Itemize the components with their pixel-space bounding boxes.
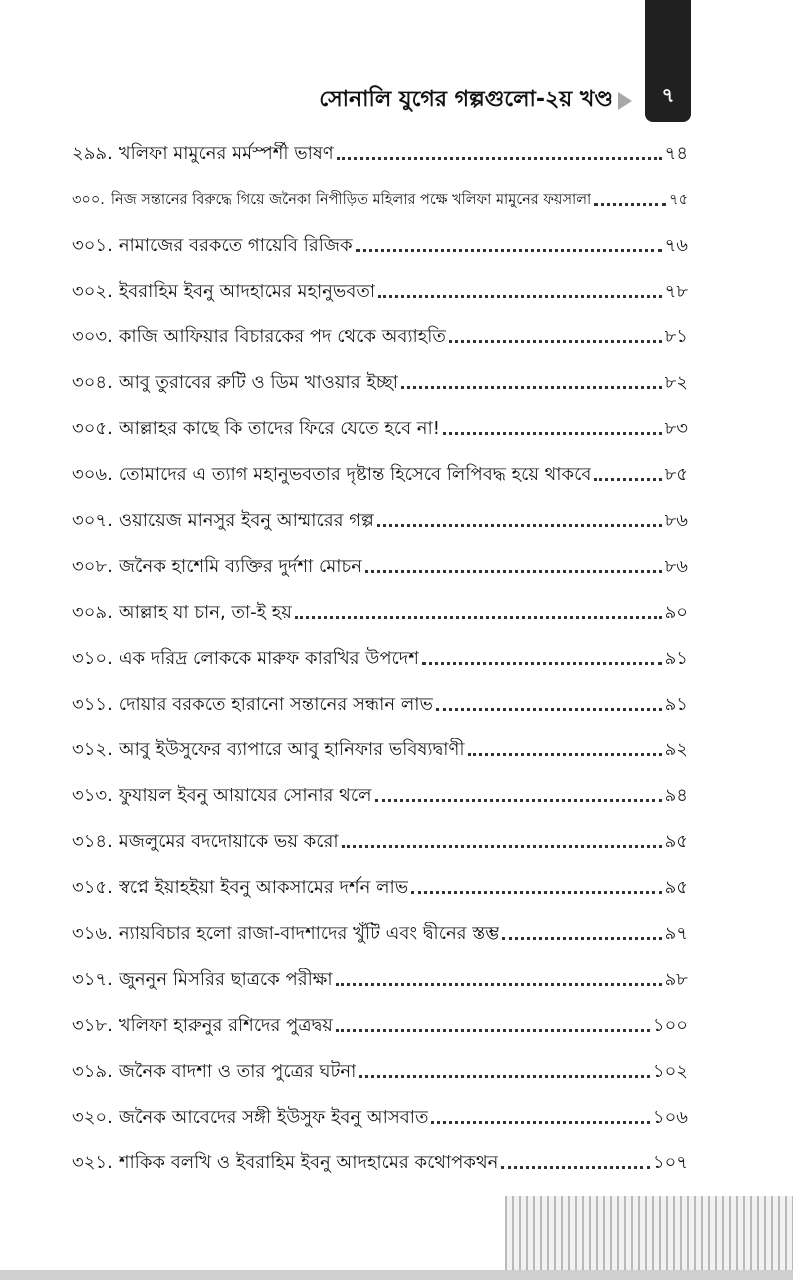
toc-entry-page: ৯০ [664, 601, 688, 623]
toc-entry [72, 447, 688, 493]
toc-entry-number: ৩০৪. [72, 372, 113, 394]
dot-leader [337, 157, 662, 160]
toc-entry-number: ৩০১. [72, 234, 113, 256]
toc-entry-title: আল্লাহর কাছে কি তাদের ফিরে যেতে হবে না! [118, 418, 440, 440]
dot-leader [377, 524, 662, 527]
toc-entry-page: ৯৫ [664, 831, 688, 853]
toc-entry-page: ১০৭ [652, 1152, 688, 1174]
dot-leader [356, 249, 662, 252]
toc-entry-page: ৯৭ [664, 923, 688, 945]
toc-entry-title: কাজি আফিয়ার বিচারকের পদ থেকে অব্যাহতি [118, 326, 446, 348]
toc-entry [72, 952, 688, 998]
toc-entry [72, 539, 688, 585]
toc-entry-page: ৮১ [664, 326, 688, 348]
toc-entry-number: ৩২০. [72, 1106, 113, 1128]
toc-entry [72, 998, 688, 1044]
toc-entry [72, 677, 688, 723]
toc-entry [72, 218, 688, 264]
toc-entry-title: নিজ সন্তানের বিরুদ্ধে গিয়ে জনৈকা নিপীড়িত মহিলার পক্ষে খলিফা মামুনের ফয়সালা [110, 191, 592, 208]
running-header-title: সোনালি যুগের গল্পগুলো-২য় খণ্ড [319, 87, 613, 112]
toc-entry-title: আবু ইউসুফের ব্যাপারে আবু হানিফার ভবিষ্যদ্বাণী [118, 739, 465, 761]
dot-leader [468, 753, 662, 756]
toc-entry-number: ৩০৫. [72, 418, 113, 440]
toc-entry-title: ওয়ায়েজ মানসুর ইবনু আম্মারের গল্প [118, 510, 374, 532]
toc-entry-page: ১০৬ [652, 1106, 688, 1128]
toc-entry [72, 1136, 688, 1182]
toc-entry-number: ৩০০. [72, 191, 105, 208]
toc-entry-page: ৮৬ [664, 510, 688, 532]
toc-entry-page: ৮২ [664, 372, 688, 394]
decorative-stripes [505, 1196, 793, 1280]
toc-entry-title: আল্লাহ যা চান, তা-ই হয় [118, 601, 292, 623]
toc-entry-title: আবু তুরাবের রুটি ও ডিম খাওয়ার ইচ্ছা [118, 372, 398, 394]
toc-entry-number: ৩১৪. [72, 831, 113, 853]
toc-entry-page: ১০০ [652, 1014, 688, 1036]
triangle-arrow-icon [618, 92, 632, 110]
toc-entry-title: খলিফা মামুনের মর্মস্পর্শী ভাষণ [118, 142, 334, 164]
toc-entry-number: ৩০২. [72, 280, 113, 302]
toc-entry [72, 814, 688, 860]
toc-entry-page: ৯৪ [664, 785, 688, 807]
toc-entry [72, 493, 688, 539]
toc-entry [72, 126, 688, 172]
dot-leader [295, 616, 662, 619]
toc-entry [72, 355, 688, 401]
dot-leader [336, 983, 662, 986]
toc-entry-number: ৩১৩. [72, 785, 113, 807]
toc-entry-page: ৮৫ [664, 464, 688, 486]
page-number: ৭ [661, 83, 675, 107]
toc-entry-page: ৯৫ [664, 877, 688, 899]
toc-entry-number: ৩১৭. [72, 968, 113, 990]
toc-entry [72, 310, 688, 356]
toc-entry [72, 768, 688, 814]
toc-entry-page: ৭৮ [664, 280, 688, 302]
dot-leader [336, 1029, 650, 1032]
toc-entry-page: ৮৬ [664, 555, 688, 577]
dot-leader [378, 295, 662, 298]
toc-entry-title: জনৈক বাদশা ও তার পুত্রের ঘটনা [118, 1060, 357, 1082]
dot-leader [594, 478, 661, 481]
toc-entry-page: ৯১ [664, 647, 688, 669]
dot-leader [359, 1075, 650, 1078]
dot-leader [431, 1121, 649, 1124]
toc-entry-number: ৩১৯. [72, 1060, 113, 1082]
toc-entry-title: জনৈক আবেদের সঙ্গী ইউসুফ ইবনু আসবাত [118, 1106, 429, 1128]
toc-entry-page: ৯১ [664, 693, 688, 715]
toc-entry-title: শাকিক বলখি ও ইবরাহিম ইবনু আদহামের কথোপকথন [118, 1152, 499, 1174]
toc-entry [72, 585, 688, 631]
toc-entry-number: ২৯৯. [72, 142, 113, 164]
toc-entry-number: ৩১১. [72, 693, 113, 715]
toc-entry-title: ফুযায়ল ইবনু আয়াযের সোনার থলে [118, 785, 372, 807]
dot-leader [443, 432, 662, 435]
toc-entry-number: ৩২১. [72, 1152, 113, 1174]
toc-entry-number: ৩১৬. [72, 923, 113, 945]
toc-entry [72, 1090, 688, 1136]
toc-entry [72, 401, 688, 447]
toc-entry-title: দোয়ার বরকতে হারানো সন্তানের সন্ধান লাভ [118, 693, 433, 715]
toc-entry [72, 723, 688, 769]
toc-entry-number: ৩১৮. [72, 1014, 113, 1036]
toc-entry-title: নামাজের বরকতে গায়েবি রিজিক [118, 234, 353, 256]
toc-entry-title: খলিফা হারুনুর রশিদের পুত্রদ্বয় [118, 1014, 333, 1036]
dot-leader [342, 845, 662, 848]
dot-leader [501, 1166, 650, 1169]
toc-entry-title: স্বপ্নে ইয়াহইয়া ইবনু আকসামের দর্শন লাভ [118, 877, 409, 899]
toc-entry-page: ৯৮ [664, 968, 688, 990]
toc-entry [72, 906, 688, 952]
dot-leader [422, 662, 662, 665]
dot-leader [365, 570, 662, 573]
toc-entry-page: ৮৩ [664, 418, 688, 440]
toc-entry-title: ন্যায়বিচার হলো রাজা-বাদশাদের খুঁটি এবং দ্বীনের স্তম্ভ [118, 923, 500, 945]
toc-entry-number: ৩১২. [72, 739, 113, 761]
toc-entry-page: ১০২ [652, 1060, 688, 1082]
toc-entry-number: ৩০৭. [72, 510, 113, 532]
toc-entry-number: ৩০৩. [72, 326, 113, 348]
toc-entry-title: জুননুন মিসরির ছাত্রকে পরীক্ষা [118, 968, 333, 990]
dot-leader [449, 340, 662, 343]
toc-entry [72, 631, 688, 677]
dot-leader [401, 386, 662, 389]
toc-entry-page: ৯২ [664, 739, 688, 761]
toc-entry [72, 860, 688, 906]
toc-entry-number: ৩০৯. [72, 601, 113, 623]
toc-entry [72, 172, 688, 218]
toc-entry-page: ৭৬ [664, 234, 688, 256]
toc-entry-number: ৩০৬. [72, 464, 113, 486]
toc-entry-number: ৩০৮. [72, 555, 113, 577]
toc-entry-number: ৩১৫. [72, 877, 113, 899]
toc-entry [72, 1044, 688, 1090]
dot-leader [436, 708, 662, 711]
toc-entry-number: ৩১০. [72, 647, 113, 669]
toc-entry-page: ৭৫ [669, 191, 688, 208]
toc-entry-title: তোমাদের এ ত্যাগ মহানুভবতার দৃষ্টান্ত হিসেবে লিপিবদ্ধ হয়ে থাকবে [118, 464, 592, 486]
bottom-bar [0, 1270, 793, 1280]
dot-leader [594, 203, 666, 206]
toc-entry-title: এক দরিদ্র লোককে মারুফ কারখির উপদেশ [118, 647, 419, 669]
toc-entry-title: মজলুমের বদদোয়াকে ভয় করো [118, 831, 339, 853]
dot-leader [502, 937, 661, 940]
dot-leader [411, 891, 662, 894]
toc-entry-title: ইবরাহিম ইবনু আদহামের মহানুভবতা [118, 280, 376, 302]
dot-leader [375, 799, 662, 802]
toc-entry-title: জনৈক হাশেমি ব্যক্তির দুর্দশা মোচন [118, 555, 362, 577]
toc-entry [72, 264, 688, 310]
table-of-contents [72, 126, 688, 1181]
toc-entry-page: ৭৪ [664, 142, 688, 164]
